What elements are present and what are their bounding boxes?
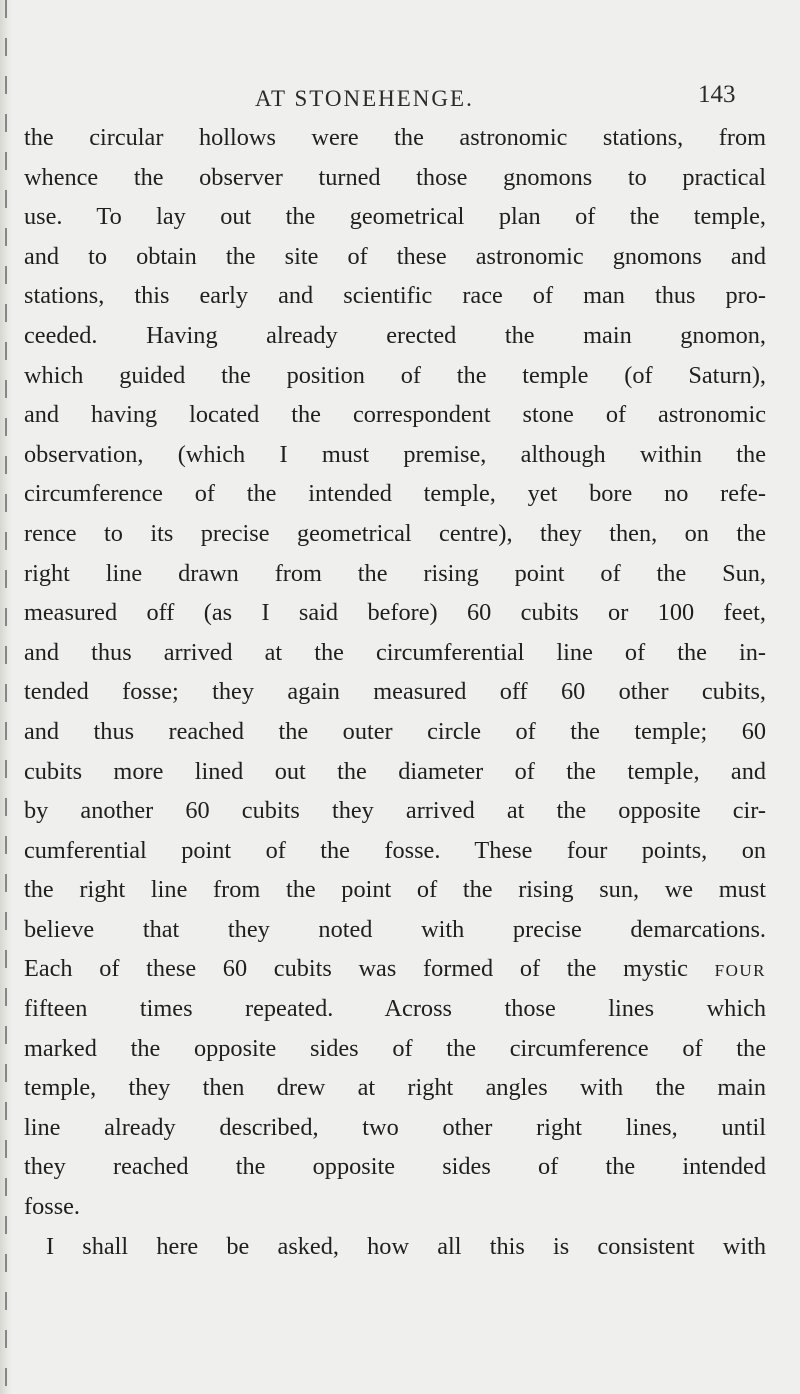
text-line: use. To lay out the geometrical plan of the temple, [24, 203, 766, 231]
text-line: they reached the opposite sides of the intended [24, 1153, 766, 1181]
text-line: tended fosse; they again measured off 60 other cubits, [24, 678, 766, 706]
text-line: whence the observer turned those gnomons to practical [24, 163, 766, 191]
text-line: marked the opposite sides of the circumference of the [24, 1034, 766, 1062]
text-line: and having located the correspondent stone of astronomic [24, 401, 766, 429]
text-line: ceeded. Having already erected the main gnomon, [24, 321, 766, 349]
text-line: measured off (as I said before) 60 cubits or 100 feet, [24, 599, 766, 627]
text-line: and thus reached the outer circle of the temple; 60 [24, 717, 766, 745]
small-caps-word: FOUR [714, 961, 766, 981]
text-line: line already described, two other right lines, until [24, 1113, 766, 1141]
text-line: and thus arrived at the circumferential line of the in- [24, 638, 766, 666]
paragraph-start-line: I shall here be asked, how all this is consistent with [46, 1232, 766, 1260]
text-line-segment: Each of these 60 cubits was formed of the mystic [24, 955, 688, 983]
text-line: fifteen times repeated. Across those lines which [24, 995, 766, 1023]
text-line: the circular hollows were the astronomic stations, from [24, 124, 766, 151]
text-line: observation, (which I must premise, although within the [24, 440, 766, 468]
text-line: and to obtain the site of these astronomic gnomons and [24, 242, 766, 270]
text-line: temple, they then drew at right angles with the main [24, 1074, 766, 1102]
running-head: AT STONEHENGE. [255, 86, 474, 111]
text-line: fosse. [24, 1193, 81, 1221]
text-line: by another 60 cubits they arrived at the opposite cir- [24, 797, 766, 825]
text-line: right line drawn from the rising point of the Sun, [24, 559, 766, 587]
text-line: cumferential point of the fosse. These four points, on [24, 836, 766, 864]
text-line: believe that they noted with precise demarcations. [24, 915, 766, 943]
text-line: which guided the position of the temple (of Saturn), [24, 361, 766, 389]
binding-edge [5, 0, 7, 1394]
text-line: rence to its precise geometrical centre), they then, on the [24, 519, 766, 547]
text-line: stations, this early and scientific race of man thus pro- [24, 282, 766, 310]
text-line-with-small-caps [24, 949, 766, 989]
text-line: cubits more lined out the diameter of the temple, and [24, 757, 766, 785]
text-line: the right line from the point of the rising sun, we must [24, 876, 766, 904]
page-number: 143 [698, 81, 736, 108]
text-line: circumference of the intended temple, yet bore no refe- [24, 480, 766, 508]
page-header [0, 62, 800, 112]
body-text [24, 118, 766, 1266]
